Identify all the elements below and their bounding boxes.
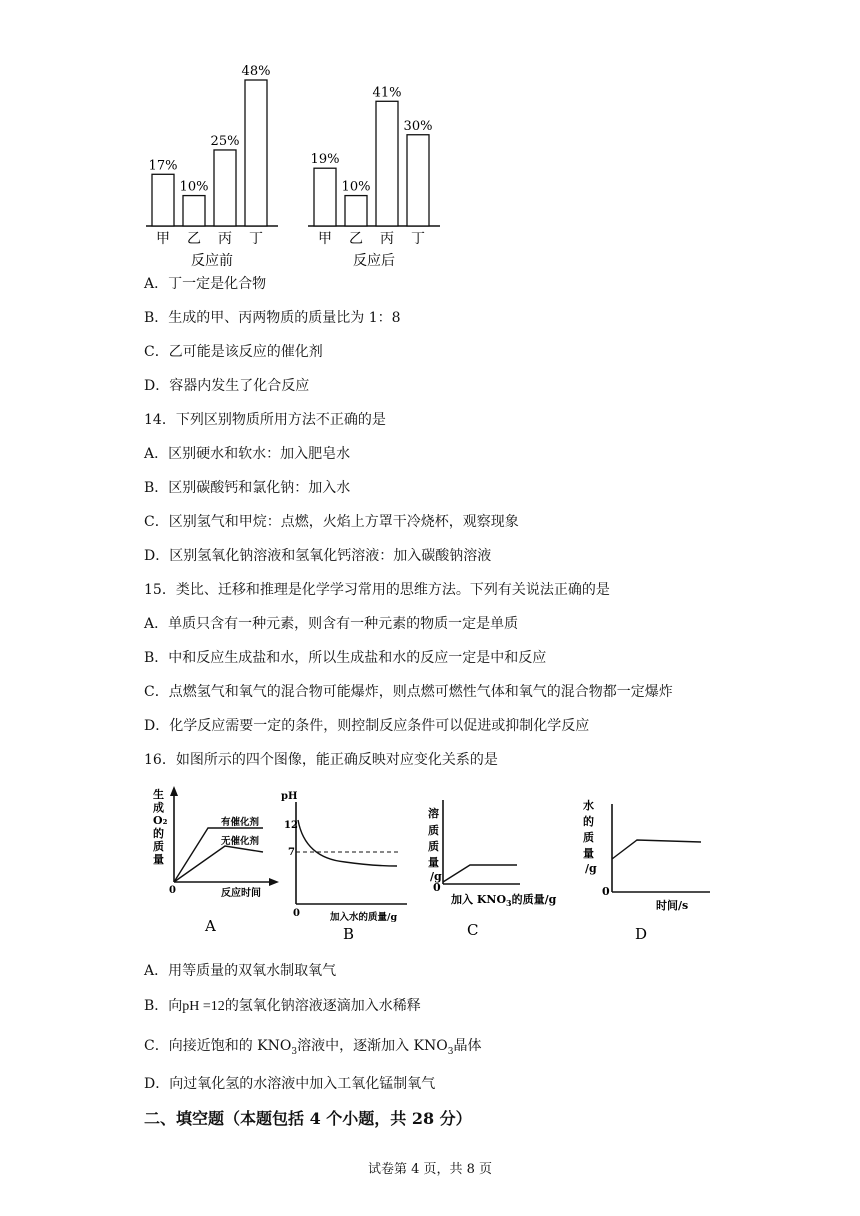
bar-value-label: 10%: [341, 179, 371, 195]
graph-b-ylabel: pH: [281, 791, 298, 802]
graph-b-origin: 0: [293, 908, 300, 919]
q16-option-c-sub1: 3: [291, 1047, 298, 1057]
bar-charts: [140, 58, 450, 273]
bar-category-label: 乙: [187, 231, 201, 247]
page-footer: 试卷第 4 页，共 8 页: [367, 1162, 493, 1177]
q16-option-b-post: 的氢氧化钠溶液逐滴加入水稀释: [224, 998, 421, 1014]
graph-a-origin: 0: [169, 885, 176, 896]
graph-a-curve-without-catalyst: [174, 846, 263, 882]
svg-text:/g: /g: [430, 870, 442, 883]
q14-stem: 14．下列区别物质所用方法不正确的是: [144, 412, 386, 428]
graph-d: [583, 798, 710, 943]
q15-stem: 15．类比、迁移和推理是化学学习常用的思维方法。下列有关说法正确的是: [144, 582, 610, 598]
graph-b-tick-12: 12: [284, 820, 298, 831]
svg-text:的: 的: [153, 827, 164, 840]
graph-a: [153, 786, 279, 935]
section-2-heading: 二、填空题（本题包括 4 个小题，共 28 分）: [144, 1109, 472, 1128]
bar-category-label: 丙: [380, 231, 394, 247]
bar-category-label: 丁: [411, 231, 425, 247]
svg-text:的: 的: [583, 815, 594, 828]
bar-chart-before: [146, 64, 278, 269]
bar-value-label: 10%: [179, 179, 209, 195]
bar-3: [376, 101, 398, 226]
bar-4: [407, 135, 429, 226]
q14-option-c: C．区别氢气和甲烷：点燃，火焰上方罩干冷烧杯，观察现象: [144, 514, 519, 530]
bar-4: [245, 80, 267, 226]
graph-a-ylabel: [153, 787, 168, 866]
bar-value-label: 41%: [372, 85, 402, 101]
q16-option-c-mid: 溶液中，逐渐加入 KNO: [297, 1038, 448, 1054]
bar-value-label: 19%: [310, 152, 340, 168]
svg-text:量: 量: [153, 853, 164, 866]
graph-c-origin: 0: [433, 881, 441, 894]
bar-2: [345, 196, 367, 226]
svg-text:生: 生: [153, 788, 164, 801]
graph-c: [428, 800, 557, 939]
q13-option-d: D．容器内发生了化合反应: [144, 378, 310, 394]
graph-b-curve: [298, 820, 397, 866]
svg-text:质: 质: [428, 824, 439, 837]
graph-d-label: D: [635, 925, 648, 943]
q16-option-b-ph: pH =12: [182, 999, 225, 1014]
q16-option-c-pre: C．向接近饱和的 KNO: [144, 1038, 292, 1054]
svg-text:溶: 溶: [428, 807, 439, 820]
bar-category-label: 丙: [218, 231, 232, 247]
graph-d-curve: [612, 840, 701, 859]
graph-d-ylabel: [583, 798, 597, 875]
graph-a-xlabel: 反应时间: [221, 888, 261, 899]
bar-1: [314, 168, 336, 226]
q14-option-d: D．区别氢氧化钠溶液和氢氧化钙溶液：加入碳酸钠溶液: [144, 548, 492, 564]
q16-option-c: [144, 1036, 481, 1058]
graph-a-label: A: [205, 917, 216, 935]
q16-option-a: A．用等质量的双氧水制取氧气: [144, 963, 337, 979]
svg-text:质: 质: [153, 840, 164, 853]
bar-category-label: 乙: [349, 231, 363, 247]
q15-option-b: B．中和反应生成盐和水，所以生成盐和水的反应一定是中和反应: [144, 650, 547, 666]
bar-chart-xlabel: 反应前: [191, 253, 233, 269]
bar-1: [152, 174, 174, 226]
bar-2: [183, 196, 205, 226]
svg-text:/g: /g: [585, 862, 597, 875]
q13-option-a: A．丁一定是化合物: [144, 276, 267, 292]
bar-value-label: 17%: [148, 158, 178, 174]
q13-option-c: C．乙可能是该反应的催化剂: [144, 344, 323, 360]
graph-d-origin: 0: [602, 885, 610, 898]
q16-option-d: D．向过氧化氢的水溶液中加入工氧化锰制氧气: [144, 1076, 436, 1092]
bar-value-label: 48%: [241, 64, 271, 79]
graph-c-xlabel: 加入 $KNO_3$的质量/g: [451, 893, 557, 908]
q14-option-b: B．区别碳酸钙和氯化钠：加入水: [144, 480, 351, 496]
bar-value-label: 25%: [210, 133, 240, 149]
graph-b-xlabel: 加入水的质量/g: [330, 912, 398, 923]
graph-a-label-with-catalyst: 有催化剂: [221, 817, 260, 828]
bar-category-label: 丁: [249, 231, 263, 247]
bar-category-label: 甲: [156, 231, 170, 247]
svg-text:成: 成: [153, 801, 164, 814]
svg-text:O₂: O₂: [153, 814, 168, 827]
q15-option-d: D．化学反应需要一定的条件，则控制反应条件可以促进或抑制化学反应: [144, 718, 590, 734]
q16-option-c-post: 晶体: [453, 1038, 482, 1054]
graph-c-curve: [443, 865, 517, 882]
svg-text:量: 量: [583, 847, 594, 860]
bar-3: [214, 150, 236, 226]
graph-a-x-arrow: [269, 878, 279, 886]
bar-value-label: 30%: [403, 118, 433, 134]
svg-text:水: 水: [583, 799, 594, 812]
graph-d-xlabel: 时间/s: [656, 899, 689, 912]
graph-b: [281, 791, 407, 943]
graph-b-label: B: [343, 925, 355, 943]
q16-option-b: [144, 996, 421, 1017]
q16-option-b-pre: B．向: [144, 998, 183, 1014]
graph-b-tick-7: 7: [288, 847, 295, 858]
svg-text:质: 质: [583, 831, 594, 844]
q16-graphs: [145, 782, 720, 947]
q15-option-a: A．单质只含有一种元素，则含有一种元素的物质一定是单质: [144, 616, 519, 632]
svg-text:质: 质: [428, 840, 439, 853]
graph-c-label: C: [467, 921, 479, 939]
bar-category-label: 甲: [318, 231, 332, 247]
q13-option-b: B．生成的甲、丙两物质的质量比为 1：8: [144, 310, 401, 326]
graph-c-ylabel: [428, 806, 442, 883]
svg-text:量: 量: [428, 856, 439, 869]
q16-option-c-sub2: 3: [447, 1047, 454, 1057]
bar-chart-xlabel: 反应后: [353, 253, 395, 269]
bar-chart-after: [308, 85, 440, 269]
q15-option-c: C．点燃氢气和氧气的混合物可能爆炸，则点燃可燃性气体和氧气的混合物都一定爆炸: [144, 684, 673, 700]
q14-option-a: A．区别硬水和软水：加入肥皂水: [144, 446, 351, 462]
q16-stem: 16．如图所示的四个图像，能正确反映对应变化关系的是: [144, 752, 498, 768]
graph-a-y-arrow: [170, 786, 178, 796]
graph-a-label-without-catalyst: 无催化剂: [221, 836, 260, 847]
